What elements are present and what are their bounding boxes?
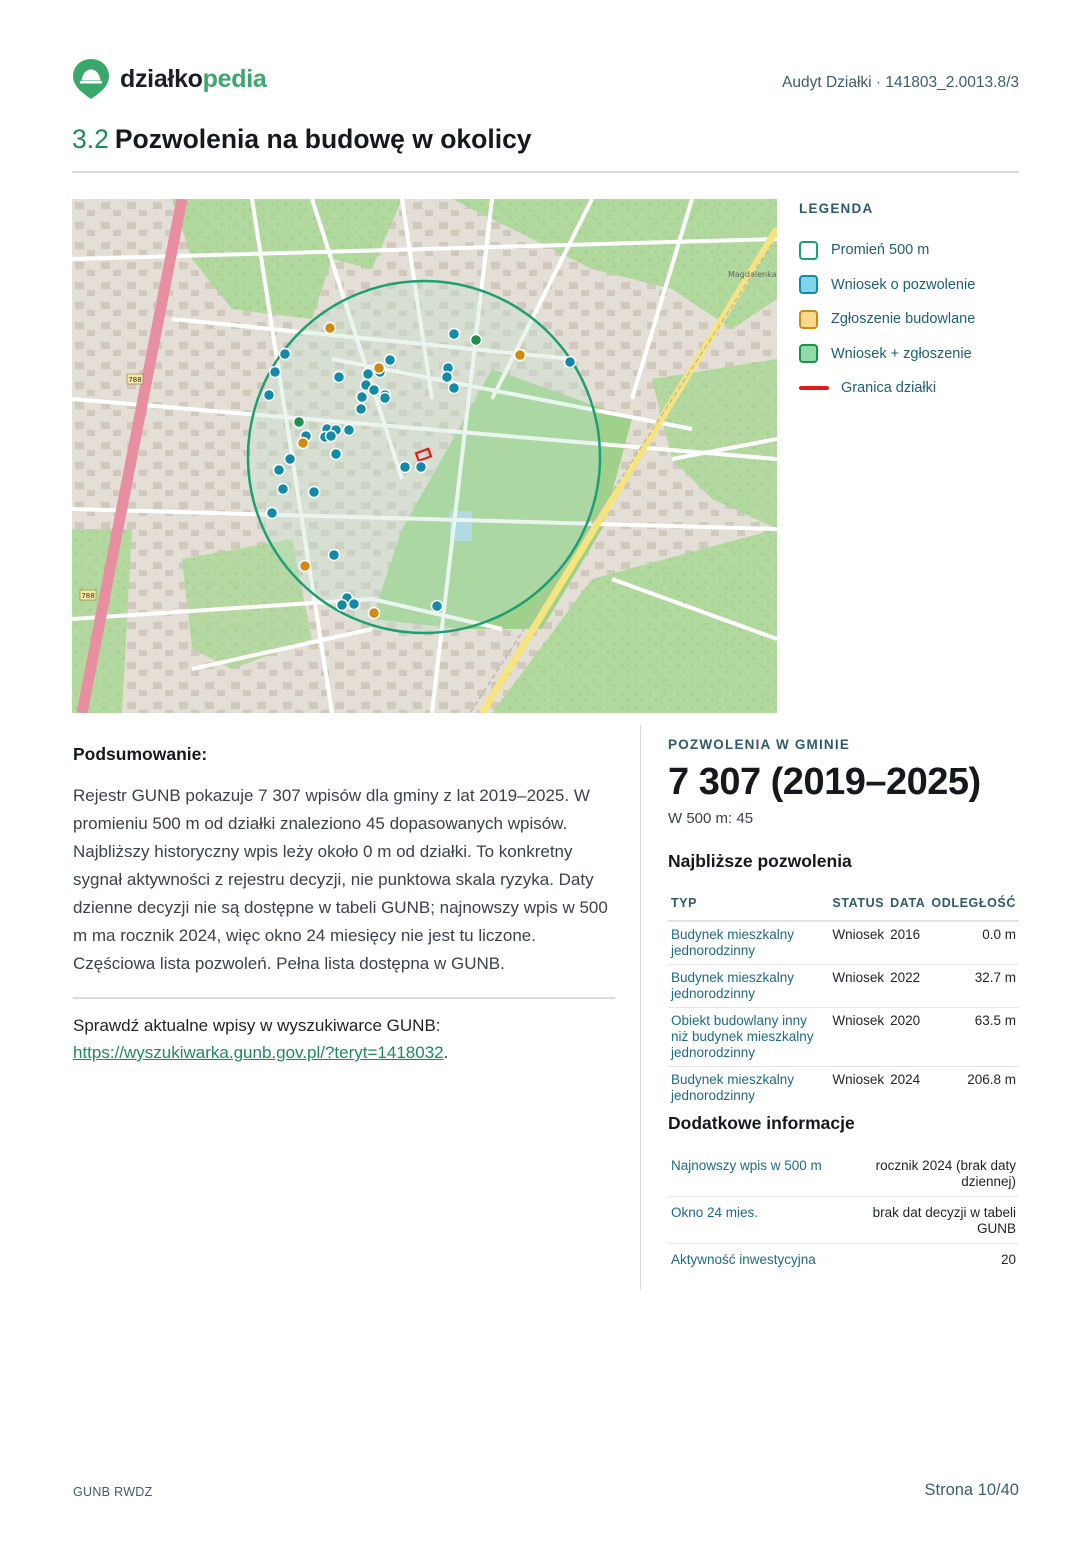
brand-name: [120, 65, 266, 94]
wniosek-marker: [270, 367, 281, 378]
wniosek-zgloszenie-marker: [471, 335, 482, 346]
cell-date: 2022: [887, 965, 928, 1008]
summary-section: [73, 744, 615, 1066]
wniosek-swatch-icon: [799, 275, 818, 294]
title-divider: [72, 171, 1019, 173]
location-pin-icon: [72, 58, 110, 100]
summary-heading: Podsumowanie:: [73, 744, 208, 764]
legend-label: Promień 500 m: [831, 242, 930, 259]
wniosek-marker: [280, 349, 291, 360]
cell-type: Budynek mieszkalny jednorodzinny: [668, 965, 829, 1008]
wniosek-marker: [432, 601, 443, 612]
wniosek-marker: [344, 425, 355, 436]
legend-item-boundary: [799, 371, 1019, 406]
column-header-date: DATA: [887, 896, 928, 921]
wniosek-marker: [267, 508, 278, 519]
boundary-line-icon: [799, 386, 829, 390]
section-number: 3.2: [72, 124, 109, 154]
radius-500m-circle: [248, 281, 600, 633]
additional-heading: Dodatkowe informacje: [668, 1113, 855, 1133]
legend-list: [799, 233, 1019, 406]
permits-map: [72, 199, 777, 713]
wniosek-marker: [565, 357, 576, 368]
table-row: [668, 1150, 1019, 1197]
map-canvas: [72, 199, 777, 713]
info-value: rocznik 2024 (brak daty dziennej): [858, 1150, 1019, 1197]
summary-divider: [73, 997, 615, 999]
wniosek-marker: [331, 449, 342, 460]
cell-type: Obiekt budowlany inny niż budynek mieszkalny jednorodzinny: [668, 1008, 829, 1067]
gunb-search-link[interactable]: https://wyszukiwarka.gunb.gov.pl/?teryt=1418032: [73, 1043, 444, 1062]
wniosek-marker: [356, 404, 367, 415]
audit-id: Audyt Działki · 141803_2.0013.8/3: [782, 74, 1019, 91]
legend-label: Zgłoszenie budowlane: [831, 311, 976, 328]
column-header-distance: ODLEGŁOŚĆ: [928, 896, 1019, 921]
radius-swatch-icon: [799, 241, 818, 260]
legend-label: Wniosek + zgłoszenie: [831, 345, 972, 362]
wniosek-marker: [349, 599, 360, 610]
wniosek-marker: [326, 431, 337, 442]
additional-info-table: [668, 1150, 1019, 1274]
cell-distance: 32.7 m: [928, 965, 1019, 1008]
wniosek-marker: [329, 550, 340, 561]
legend-label: Wniosek o pozwolenie: [831, 276, 976, 293]
legend-title: LEGENDA: [799, 201, 874, 216]
cell-distance: 206.8 m: [967, 1072, 1016, 1087]
legend-item-both: [799, 337, 1019, 372]
wniosek-marker: [337, 600, 348, 611]
cell-status: Wniosek: [829, 921, 887, 965]
table-row: [668, 1067, 1019, 1110]
info-key: Aktywność inwestycyjna: [671, 1252, 816, 1267]
zgloszenie-marker: [369, 608, 380, 619]
permits-within-500: W 500 m: 45: [668, 810, 754, 827]
info-key: Okno 24 mies.: [668, 1197, 858, 1244]
table-row: [668, 921, 1019, 965]
table-row: [668, 1244, 1019, 1275]
wniosek-marker: [274, 465, 285, 476]
wniosek-marker: [369, 385, 380, 396]
table-row: [668, 1197, 1019, 1244]
nearest-heading: Najbliższe pozwolenia: [668, 851, 852, 871]
summary-text: Rejestr GUNB pokazuje 7 307 wpisów dla gminy z lat 2019–2025. W promieniu 500 m od działki znaleziono 45 dopasowanych wpisów. Najbliższy historyczny wpis leży około 0 m od działki. To konkretny sygnał aktywności z rejestru decyzji, nie punktowa skala ryzyka. Daty dzienne decyzji nie są dostępne w tabeli GUNB; najnowszy wpis w 500 m ma rocznik 2024, więc okno 24 miesięcy nie jest tu liczone. Częściowa lista pozwoleń. Pełna lista dostępna w GUNB.: [73, 786, 608, 973]
zgloszenie-swatch-icon: [799, 310, 818, 329]
wniosek-marker: [416, 462, 427, 473]
wniosek-marker: [449, 329, 460, 340]
cell-distance: 63.5 m: [928, 1008, 1019, 1067]
cell-date: 2020: [887, 1008, 928, 1067]
wniosek-marker: [357, 392, 368, 403]
table-header-row: [668, 896, 1019, 921]
brand-logo[interactable]: [72, 58, 266, 100]
wniosek-marker: [309, 487, 320, 498]
legend-item-wniosek: [799, 268, 1019, 303]
wniosek-marker: [264, 390, 275, 401]
wniosek-marker: [334, 372, 345, 383]
cell-status: Wniosek: [829, 965, 887, 1008]
road-label: 788: [81, 592, 95, 600]
wniosek-marker: [380, 393, 391, 404]
wniosek-marker: [285, 454, 296, 465]
nearest-permits-table: [668, 896, 1019, 1109]
section-title: Pozwolenia na budowę w okolicy: [114, 124, 532, 154]
gunb-check-suffix: .: [443, 1043, 449, 1062]
gunb-check-prefix: Sprawdź aktualne wpisy w wyszukiwarce GUNB:: [73, 1016, 441, 1035]
legend-label: Granica działki: [841, 380, 937, 397]
wniosek-zgloszenie-marker: [294, 417, 305, 428]
column-divider: [640, 725, 641, 1290]
brand-name-part2: pedia: [202, 64, 267, 93]
info-value: 20: [1000, 1252, 1016, 1267]
zgloszenie-marker: [325, 323, 336, 334]
zgloszenie-marker: [300, 561, 311, 572]
zgloszenie-marker: [374, 363, 385, 374]
cell-status: Wniosek: [832, 1072, 885, 1087]
footer-source: GUNB RWDZ: [73, 1485, 153, 1499]
wniosek-marker: [385, 355, 396, 366]
cell-status: Wniosek: [829, 1008, 887, 1067]
cell-date: 2016: [887, 921, 928, 965]
road-label: 788: [128, 376, 142, 384]
both-swatch-icon: [799, 344, 818, 363]
permits-total: 7 307 (2019–2025): [668, 761, 981, 803]
wniosek-marker: [363, 369, 374, 380]
info-value: brak dat decyzji w tabeli GUNB: [858, 1197, 1019, 1244]
brand-name-part1: działko: [120, 64, 203, 93]
zgloszenie-marker: [298, 438, 309, 449]
column-header-type: TYP: [668, 896, 829, 921]
info-key: Najnowszy wpis w 500 m: [668, 1150, 858, 1197]
cell-type: Budynek mieszkalny jednorodzinny: [668, 921, 829, 965]
stats-kicker: POZWOLENIA W GMINIE: [668, 737, 851, 752]
legend-item-zgloszenie: [799, 302, 1019, 337]
table-row: [668, 1008, 1019, 1067]
wniosek-marker: [278, 484, 289, 495]
stats-section: [668, 737, 1019, 1274]
place-label: Magdalenka: [728, 270, 777, 279]
legend-item-radius: [799, 233, 1019, 268]
cell-type: Budynek mieszkalny jednorodzinny: [671, 1072, 795, 1103]
page-title: [72, 124, 532, 155]
map-legend: [799, 199, 1019, 406]
zgloszenie-marker: [515, 350, 526, 361]
cell-date: 2024: [890, 1072, 921, 1087]
gunb-check-text: [73, 1012, 615, 1066]
page-number: Strona 10/40: [924, 1481, 1019, 1499]
page-header: [72, 58, 1019, 102]
wniosek-marker: [449, 383, 460, 394]
wniosek-marker: [442, 372, 453, 383]
table-row: [668, 965, 1019, 1008]
wniosek-marker: [400, 462, 411, 473]
cell-distance: 0.0 m: [928, 921, 1019, 965]
column-header-status: STATUS: [829, 896, 887, 921]
